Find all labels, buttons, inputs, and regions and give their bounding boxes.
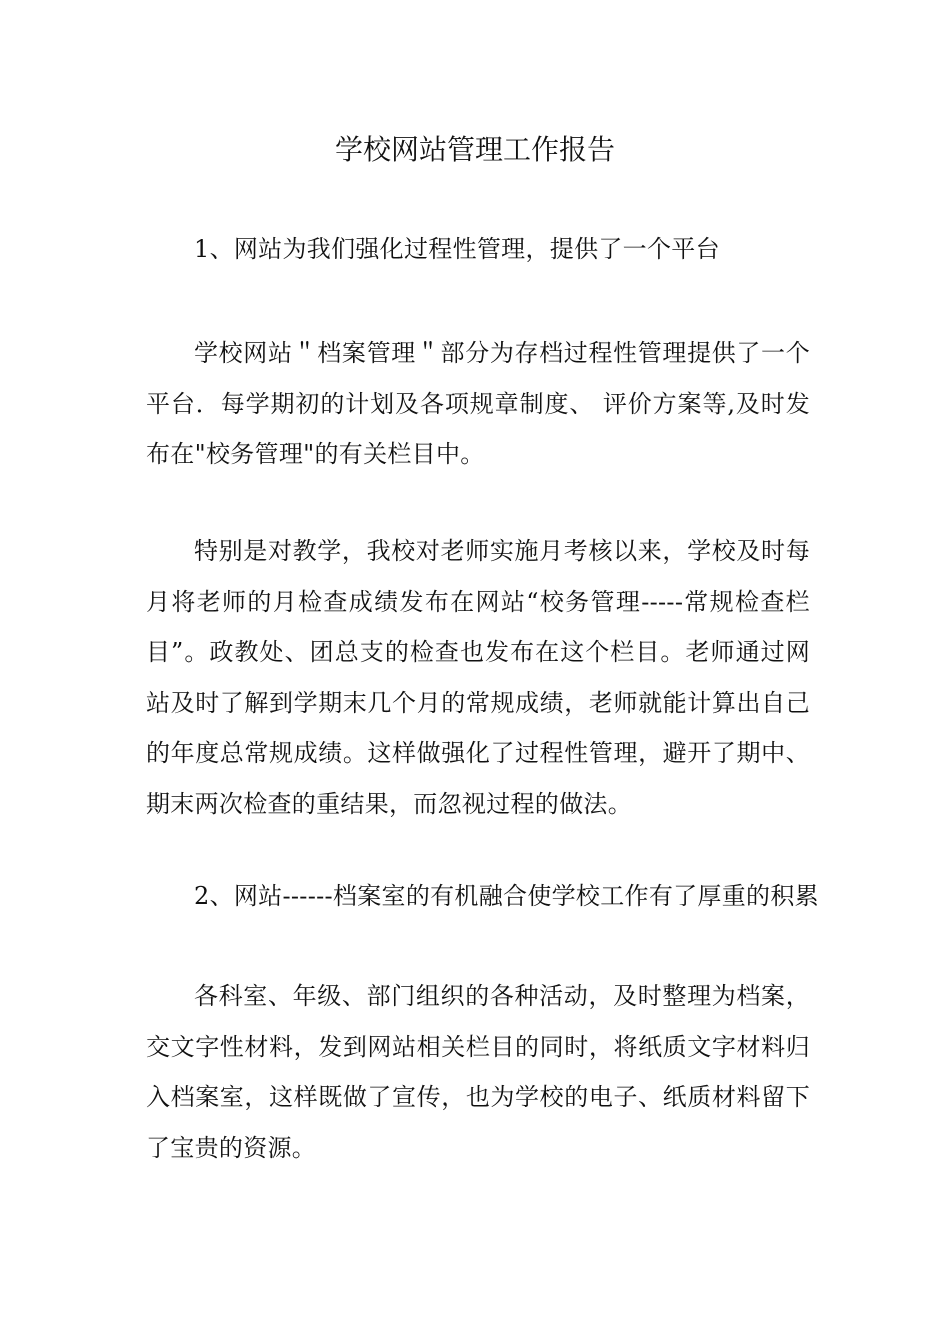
section-1-heading: 1、网站为我们强化过程性管理，提供了一个平台 [194, 235, 720, 263]
section-1-paragraph-1: 学校网站＂档案管理＂部分为存档过程性管理提供了一个平台．每学期初的计划及各项规章制度、 评价方案等,及时发布在"校务管理"的有关栏目中。 [146, 339, 810, 468]
section-2-paragraph-1: 各科室、年级、部门组织的各种活动，及时整理为档案，交文字性材料，发到网站相关栏目的同时，将纸质文字材料归入档案室，这样既做了宣传，也为学校的电子、纸质材料留下了宝贵的资源。 [146, 982, 810, 1162]
section-2-heading: 2、网站------档案室的有机融合使学校工作有了厚重的积累 [194, 882, 819, 910]
document-title: 学校网站管理工作报告 [334, 133, 615, 166]
section-1-paragraph-2: 特别是对教学，我校对老师实施月考核以来，学校及时每月将老师的月检查成绩发布在网站“校务管理-----常规检查栏目”。政教处、团总支的检查也发布在这个栏目。老师通过网站及时了解到学期末几个月的常规成绩，老师就能计算出自己的年度总常规成绩。这样做强化了过程性管理，避开了期中、期末两次检查的重结果，而忽视过程的做法。 [146, 537, 810, 818]
